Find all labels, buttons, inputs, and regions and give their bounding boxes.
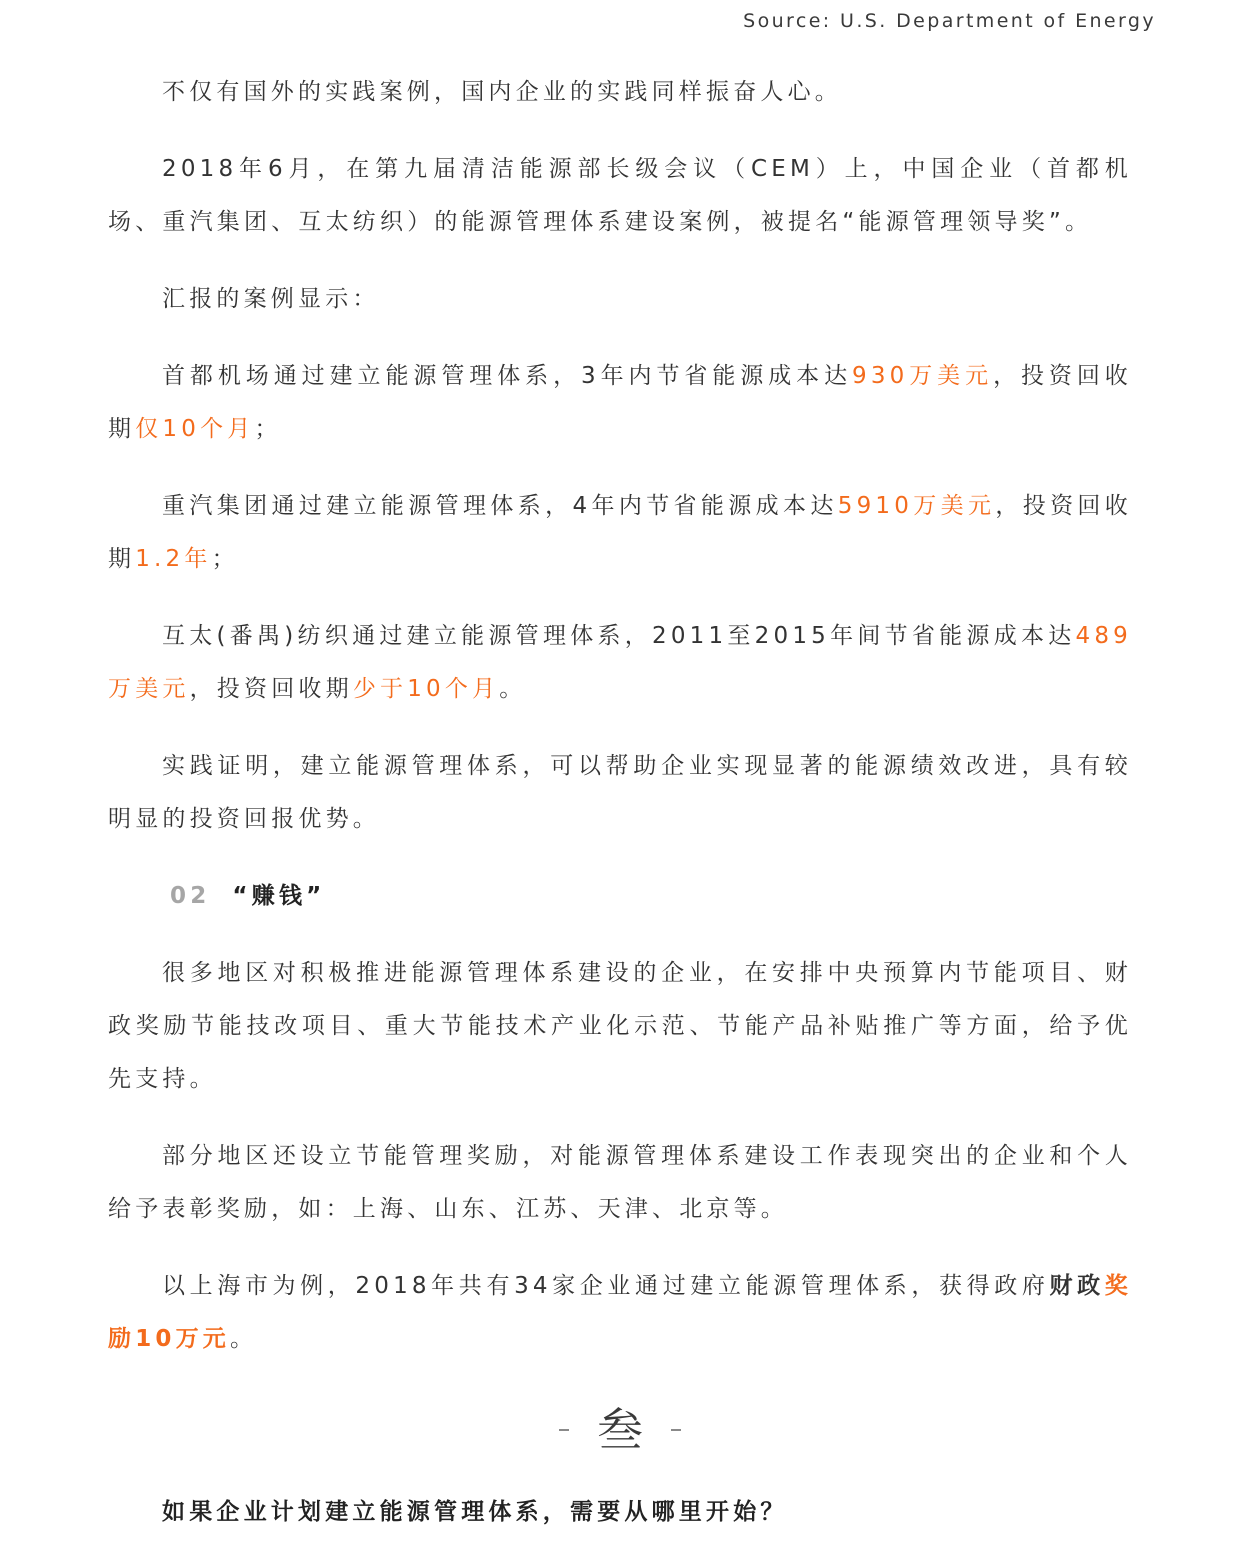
paragraph-capital-airport xyxy=(108,350,1132,456)
highlight-savings: 5910万美元 xyxy=(837,493,996,519)
paragraph-sinotruk xyxy=(108,480,1132,586)
paragraph-conclusion: 实践证明，建立能源管理体系，可以帮助企业实现显著的能源绩效改进，具有较明显的投资回报优势。 xyxy=(108,753,1132,832)
section-title: “赚钱” xyxy=(232,883,326,909)
paragraph-pacific-textiles xyxy=(108,610,1132,716)
highlight-payback: 少于10个月 xyxy=(352,676,500,702)
highlight-award: 奖励10万元 xyxy=(108,1273,1132,1352)
bold-text: 财政 xyxy=(1049,1273,1105,1299)
divider-dash-right xyxy=(671,1429,681,1431)
paragraph-cem-meeting: 2018年6月，在第九届清洁能源部长级会议（CEM）上，中国企业（首都机场、重汽集团、互太纺织）的能源管理体系建设案例，被提名“能源管理领导奖”。 xyxy=(108,156,1132,235)
text: 。 xyxy=(230,1326,258,1352)
text: 。 xyxy=(499,676,527,702)
text: 互太(番禺)纺织通过建立能源管理体系，2011至2015年间节省能源成本达 xyxy=(162,623,1076,649)
paragraph-shanghai-example xyxy=(108,1260,1132,1366)
highlight-payback: 1.2年 xyxy=(135,546,212,572)
highlight-payback: 仅10个月 xyxy=(135,416,255,442)
paragraph-intro: 不仅有国外的实践案例，国内企业的实践同样振奋人心。 xyxy=(162,79,842,105)
text: 以上海市为例，2018年共有34家企业通过建立能源管理体系，获得政府 xyxy=(162,1273,1050,1299)
highlight-savings: 930万美元 xyxy=(852,363,994,389)
divider-dash-left xyxy=(559,1429,569,1431)
text: ，投资回收期 xyxy=(189,676,353,702)
text: ，投资回收期 xyxy=(108,363,1133,442)
paragraph-priority-support: 很多地区对积极推进能源管理体系建设的企业，在安排中央预算内节能项目、财政奖励节能技改项目、重大节能技术产业化示范、节能产品补贴推广等方面，给予优先支持。 xyxy=(108,960,1132,1092)
article-body xyxy=(108,66,1132,1390)
text: ； xyxy=(211,546,239,572)
paragraph-cases-lead: 汇报的案例显示： xyxy=(162,286,380,312)
highlight-savings: 489万美元 xyxy=(108,623,1132,702)
text: 重汽集团通过建立能源管理体系，4年内节省能源成本达 xyxy=(162,493,838,519)
chapter-divider xyxy=(0,1394,1240,1466)
paragraph-regional-awards: 部分地区还设立节能管理奖励，对能源管理体系建设工作表现突出的企业和个人给予表彰奖励，如：上海、山东、江苏、天津、北京等。 xyxy=(108,1143,1132,1222)
section-heading xyxy=(108,870,1132,923)
chapter-number: 叁 xyxy=(597,1403,643,1457)
text: ，投资回收期 xyxy=(108,493,1133,572)
section-number: 02 xyxy=(170,883,211,909)
text: 首都机场通过建立能源管理体系，3年内节省能源成本达 xyxy=(162,363,853,389)
question-heading: 如果企业计划建立能源管理体系，需要从哪里开始？ xyxy=(162,1499,788,1525)
source-caption: Source: U.S. Department of Energy xyxy=(743,10,1156,32)
text: ； xyxy=(254,416,282,442)
